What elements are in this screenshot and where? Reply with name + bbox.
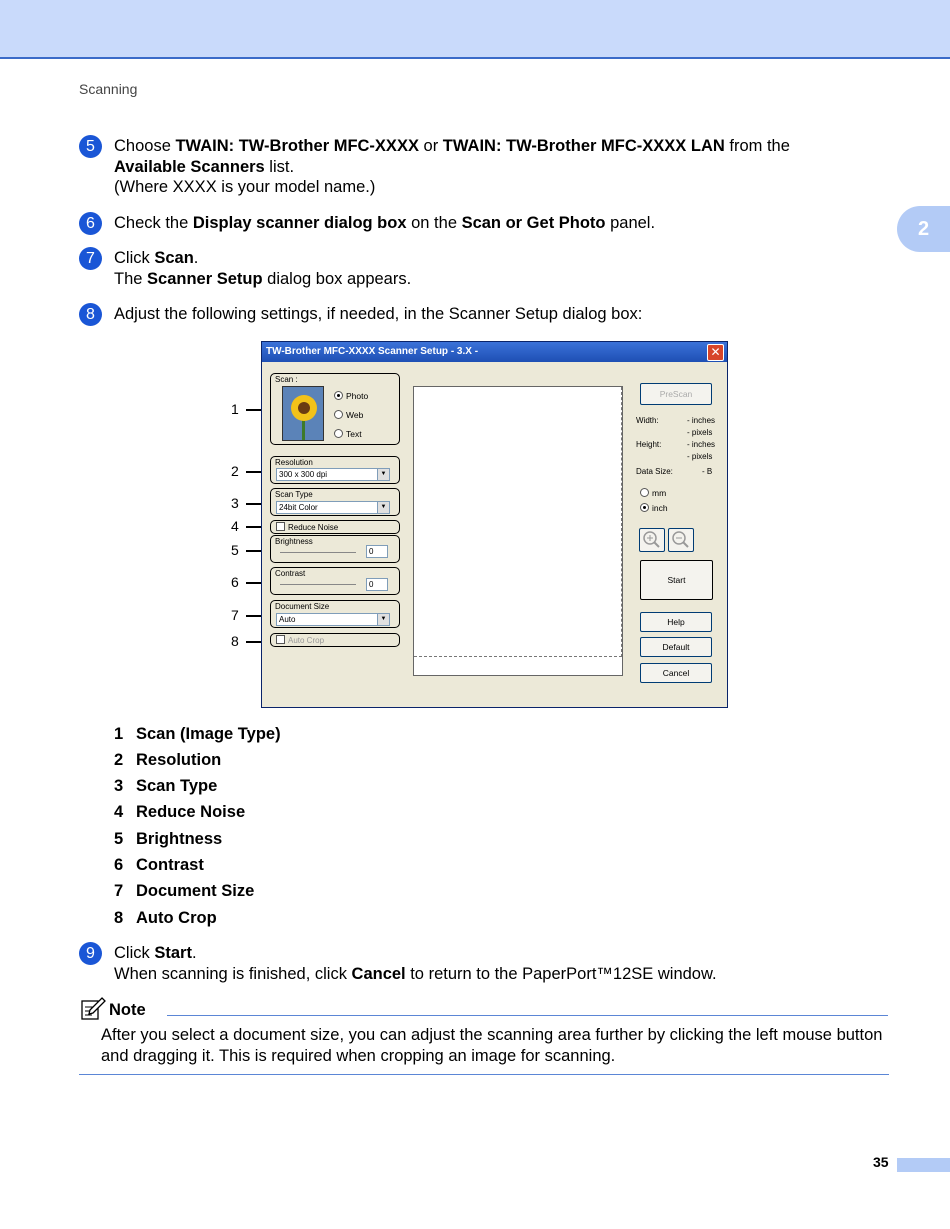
scan-area-marker[interactable] [414,387,622,657]
document-size-label: Document Size [275,602,330,611]
brightness-value[interactable]: 0 [366,545,388,558]
legend-item: 7 Document Size [114,882,255,900]
page-header-band [0,0,950,59]
callout-8: 8 [231,633,239,649]
data-size-label: Data Size: [636,467,673,476]
resolution-label: Resolution [275,458,313,467]
page-tab [897,1158,950,1172]
cancel-button[interactable]: Cancel [640,663,712,683]
scan-type-label: Scan Type [275,490,313,499]
height-inches: - inches [687,440,716,449]
contrast-slider[interactable] [280,584,356,585]
callout-4: 4 [231,518,239,534]
callout-2: 2 [231,463,239,479]
reduce-noise-checkbox[interactable]: Reduce Noise [276,522,338,532]
zoom-out-icon [669,529,693,551]
document-size-select[interactable]: Auto ▼ [276,613,390,626]
step-number: 7 [79,247,102,270]
callout-7: 7 [231,607,239,623]
legend-item: 1 Scan (Image Type) [114,725,281,743]
scanner-setup-dialog [261,341,728,708]
contrast-label: Contrast [275,569,306,578]
step-text: Adjust the following settings, if needed, in the Scanner Setup dialog box: [114,305,643,323]
callout-3: 3 [231,495,239,511]
note-title: Note [109,1001,146,1019]
width-label: Width: [636,416,659,425]
legend-item: 3 Scan Type [114,777,218,795]
zoom-in-icon [640,529,664,551]
legend-item: 8 Auto Crop [114,909,217,927]
step-text: Click Start. When scanning is finished, click Cancel to return to the PaperPort™12SE window. [114,944,717,983]
callout-5: 5 [231,542,239,558]
page-number: 35 [873,1154,889,1170]
legend-item: 6 Contrast [114,856,204,874]
step-number: 5 [79,135,102,158]
brightness-label: Brightness [275,537,313,546]
height-label: Height: [636,440,662,449]
chevron-down-icon: ▼ [377,469,389,480]
brightness-slider[interactable] [280,552,356,553]
photo-radio[interactable]: Photo [334,391,368,401]
web-radio[interactable]: Web [334,410,363,420]
resolution-select[interactable]: 300 x 300 dpi ▼ [276,468,390,481]
data-size-value: - B [702,467,713,476]
zoom-out-button[interactable] [668,528,694,552]
section-title: Scanning [79,81,138,97]
legend-item: 5 Brightness [114,830,223,848]
text-radio[interactable]: Text [334,429,362,439]
note-body: After you select a document size, you can adjust the scanning area further by clicking the left mouse button and dragging it. This is required when cropping an image for scanning. [101,1026,883,1065]
chapter-tab: 2 [897,206,950,252]
width-inches: - inches [687,416,716,425]
chevron-down-icon: ▼ [377,614,389,625]
start-button[interactable]: Start [640,560,713,600]
chevron-down-icon: ▼ [377,502,389,513]
sunflower-photo-icon [282,386,324,441]
step-number: 9 [79,942,102,965]
contrast-value[interactable]: 0 [366,578,388,591]
note-divider [167,1015,888,1016]
step-text: Check the Display scanner dialog box on the Scan or Get Photo panel. [114,214,656,232]
dialog-titlebar[interactable]: TW-Brother MFC-XXXX Scanner Setup - 3.X - [262,342,727,362]
step-text: Click Scan. The Scanner Setup dialog box appears. [114,249,412,288]
zoom-in-button[interactable] [639,528,665,552]
prescan-button[interactable]: PreScan [640,383,712,405]
step-text: Choose TWAIN: TW-Brother MFC-XXXX or TWAIN: TW-Brother MFC-XXXX LAN from the Available Scanners list. (Where XXXX is your model name.) [114,137,790,196]
mm-radio[interactable]: mm [640,488,666,498]
default-button[interactable]: Default [640,637,712,657]
preview-area[interactable] [413,386,623,676]
note-pencil-icon [80,997,106,1026]
legend-item: 4 Reduce Noise [114,803,246,821]
note-bottom-divider [79,1074,889,1075]
legend-item: 2 Resolution [114,751,222,769]
close-icon[interactable]: ✕ [707,344,724,361]
callout-6: 6 [231,574,239,590]
scan-group-label: Scan : [275,375,298,384]
step-number: 8 [79,303,102,326]
callout-1: 1 [231,401,239,417]
inch-radio[interactable]: inch [640,503,668,513]
height-pixels: - pixels [687,452,713,461]
width-pixels: - pixels [687,428,713,437]
auto-crop-checkbox[interactable]: Auto Crop [276,635,324,645]
scan-type-select[interactable]: 24bit Color ▼ [276,501,390,514]
step-number: 6 [79,212,102,235]
help-button[interactable]: Help [640,612,712,632]
